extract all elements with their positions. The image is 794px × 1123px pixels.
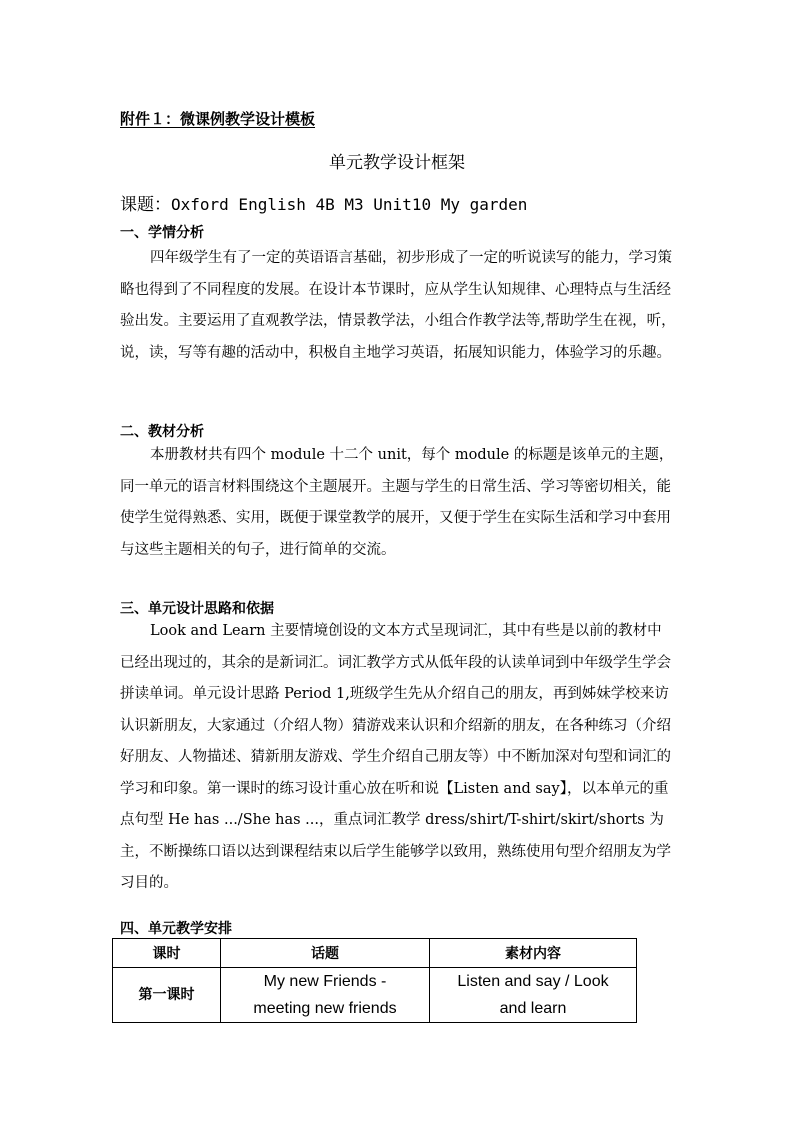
cell-material: Listen and say / Look and learn <box>430 968 637 1023</box>
document-title: 单元教学设计框架 <box>329 153 465 173</box>
lesson-topic <box>120 190 527 215</box>
header-material: 素材内容 <box>430 939 637 968</box>
schedule-table <box>112 938 637 1023</box>
attachment-title: 附件１：微课例教学设计模板 <box>120 110 316 128</box>
cell-topic: My new Friends - meeting new friends <box>221 968 430 1023</box>
section-text-student-analysis: 四年级学生有了一定的英语语言基础，初步形成了一定的听说读写的能力，学习策略也得到了不同程度的发展。在设计本节课时，应从学生认知规律、心理特点与生活经验出发。主要运用了直观教学法，情景教学法，小组合作教学法等,帮助学生在视，听，说，读，写等有趣的活动中，积极自主地学习英语，拓展知识能力，体验学习的乐趣。 <box>120 250 676 361</box>
section-text-textbook-analysis: 本册教材共有四个 module 十二个 unit，每个 module 的标题是该单元的主题，同一单元的语言材料围绕这个主题展开。主题与学生的日常生活、学习等密切相关，能使学生觉得熟悉、实用，既便于课堂教学的展开，又便于学生在实际生活和学习中套用与这些主题相关的句子，进行简单的交流。 <box>120 447 674 558</box>
section-heading-textbook-analysis: 二、教材分析 <box>120 424 204 440</box>
topic-label: 课题： <box>120 195 171 215</box>
topic-value: Oxford English 4B M3 Unit10 My garden <box>171 195 528 214</box>
table-row <box>113 968 637 1023</box>
section-heading-design-rationale: 三、单元设计思路和依据 <box>120 601 274 617</box>
section-text-design-rationale: Look and Learn 主要情境创设的文本方式呈现词汇，其中有些是以前的教材中已经出现过的，其余的是新词汇。词汇教学方式从低年段的认读单词到中年级学生学会拼读单词。单元设计思路 Period 1,班级学生先从介绍自己的朋友，再到姊妹学校来访认识新朋友，大家通过（介绍人物）猜游戏来认识和介绍新的朋友，在各种练习（介绍好朋友、人物描述、猜新朋友游戏、学生介绍自己朋友等）中不断加深对句型和词汇的学习和印象。第一课时的练习设计重心放在听和说【Listen and say】，以本单元的重点句型 He has .../She has ...，重点词汇教学 dress/shirt/T-shirt/skirt/shorts 为主，不断操练口语以达到课程结束以后学生能够学以致用，熟练使用句型介绍朋友为学习目的。 <box>120 623 671 891</box>
section-heading-student-analysis: 一、学情分析 <box>120 225 204 241</box>
header-topic: 话题 <box>221 939 430 968</box>
section-heading-schedule: 四、单元教学安排 <box>120 921 232 937</box>
cell-period: 第一课时 <box>113 968 221 1023</box>
header-period: 课时 <box>113 939 221 968</box>
table-header-row <box>113 939 637 968</box>
